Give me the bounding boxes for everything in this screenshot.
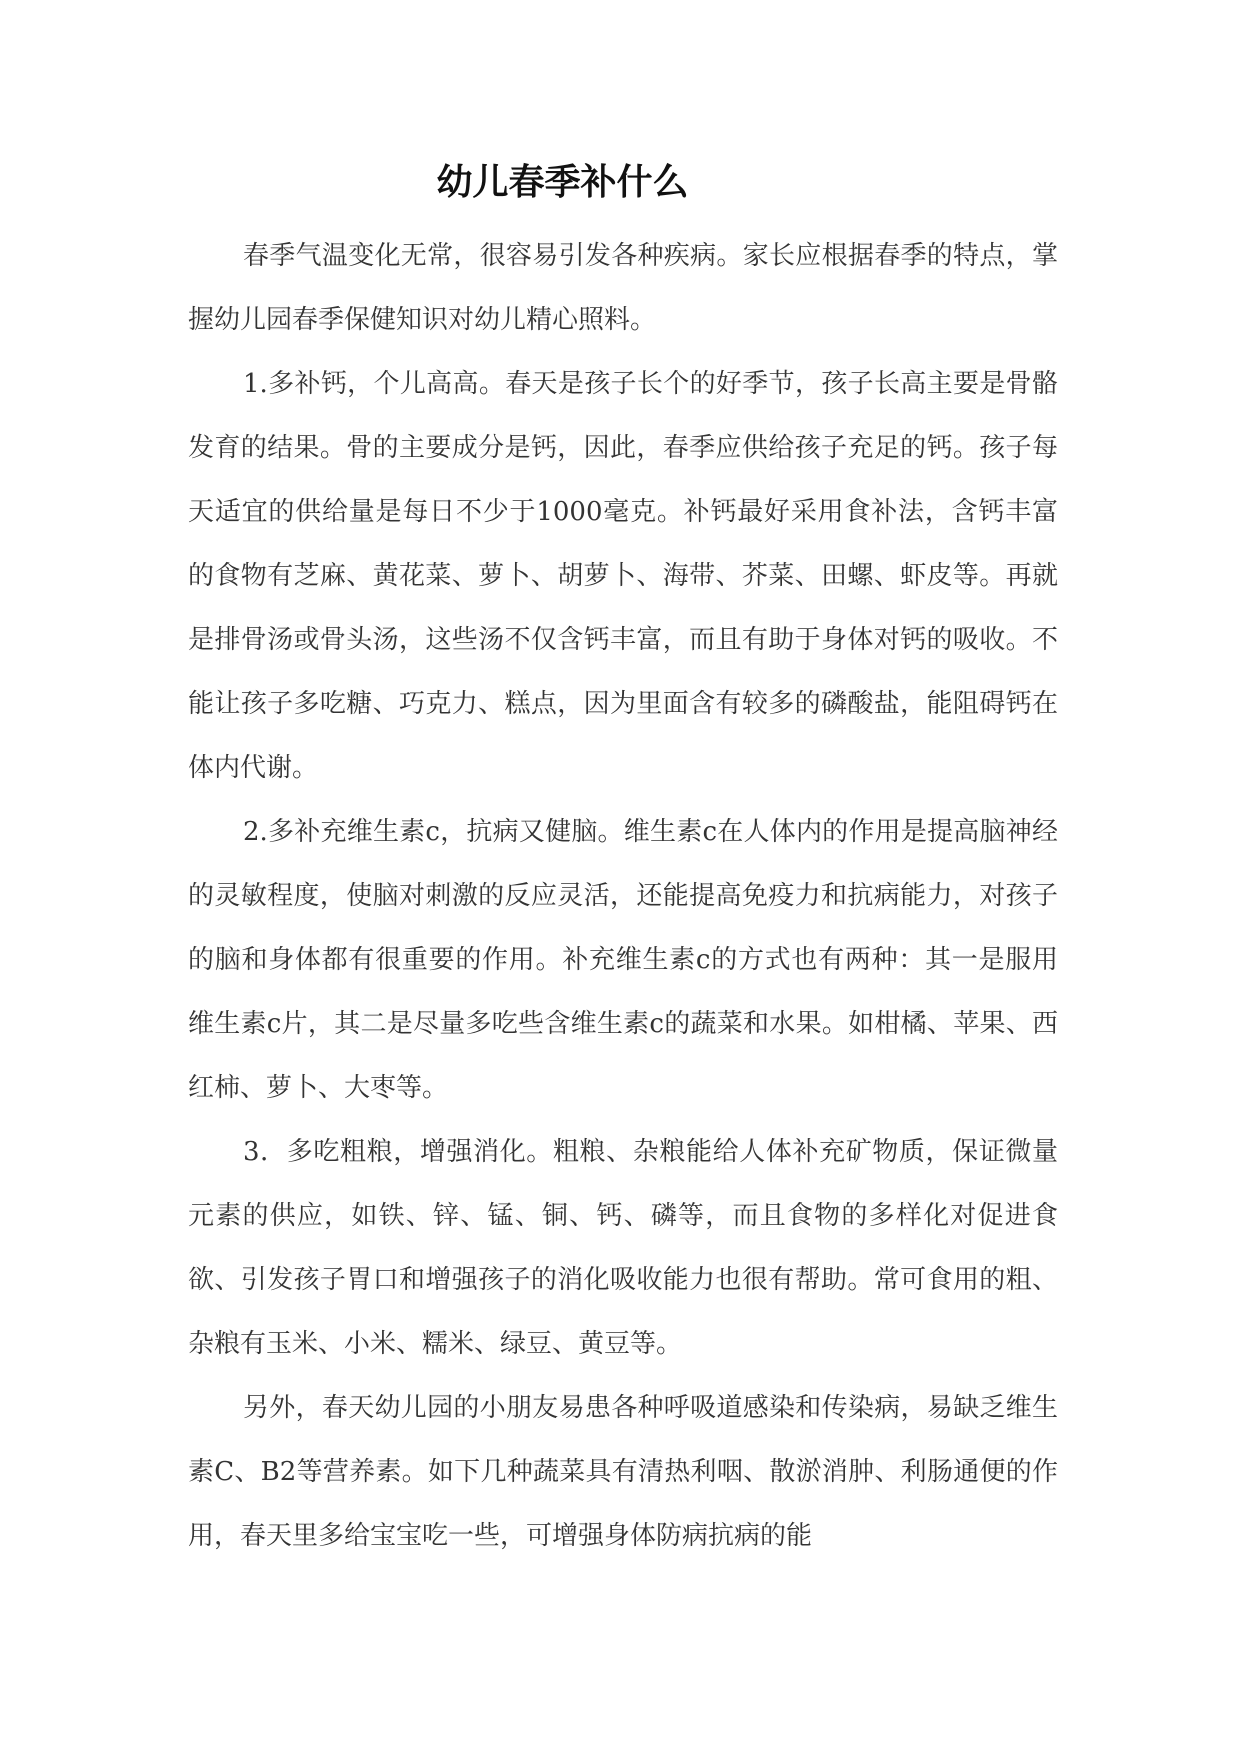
additional-paragraph: 另外，春天幼儿园的小朋友易患各种呼吸道感染和传染病，易缺乏维生素C、B2等营养素。如下几种蔬菜具有清热利咽、散淤消肿、利肠通便的作用，春天里多给宝宝吃一些，可增强身体防病抗病的能 — [188, 1393, 1058, 1551]
calcium-paragraph: 1.多补钙，个儿高高。春天是孩子长个的好季节，孩子长高主要是骨骼发育的结果。骨的主要成分是钙，因此，春季应供给孩子充足的钙。孩子每天适宜的供给量是每日不少于1000毫克。补钙最好采用食补法，含钙丰富的食物有芝麻、黄花菜、萝卜、胡萝卜、海带、芥菜、田螺、虾皮等。再就是排骨汤或骨头汤，这些汤不仅含钙丰富，而且有助于身体对钙的吸收。不能让孩子多吃糖、巧克力、糕点，因为里面含有较多的磷酸盐，能阻碍钙在体内代谢。 — [188, 369, 1058, 783]
coarse-grains-paragraph: 3．多吃粗粮，增强消化。粗粮、杂粮能给人体补充矿物质，保证微量元素的供应，如铁、锌、锰、铜、钙、磷等，而且食物的多样化对促进食欲、引发孩子胃口和增强孩子的消化吸收能力也很有帮助。常可食用的粗、杂粮有玉米、小米、糯米、绿豆、黄豆等。 — [188, 1137, 1058, 1359]
vitamin-c-paragraph: 2.多补充维生素c，抗病又健脑。维生素c在人体内的作用是提高脑神经的灵敏程度，使脑对刺激的反应灵活，还能提高免疫力和抗病能力，对孩子的脑和身体都有很重要的作用。补充维生素c的方式也有两种：其一是服用维生素c片，其二是尽量多吃些含维生素c的蔬菜和水果。如柑橘、苹果、西红柿、萝卜、大枣等。 — [188, 817, 1058, 1103]
document-body — [188, 224, 1058, 1568]
document-title: 幼儿春季补什么 — [436, 162, 689, 203]
intro-paragraph: 春季气温变化无常，很容易引发各种疾病。家长应根据春季的特点，掌握幼儿园春季保健知识对幼儿精心照料。 — [188, 241, 1058, 335]
